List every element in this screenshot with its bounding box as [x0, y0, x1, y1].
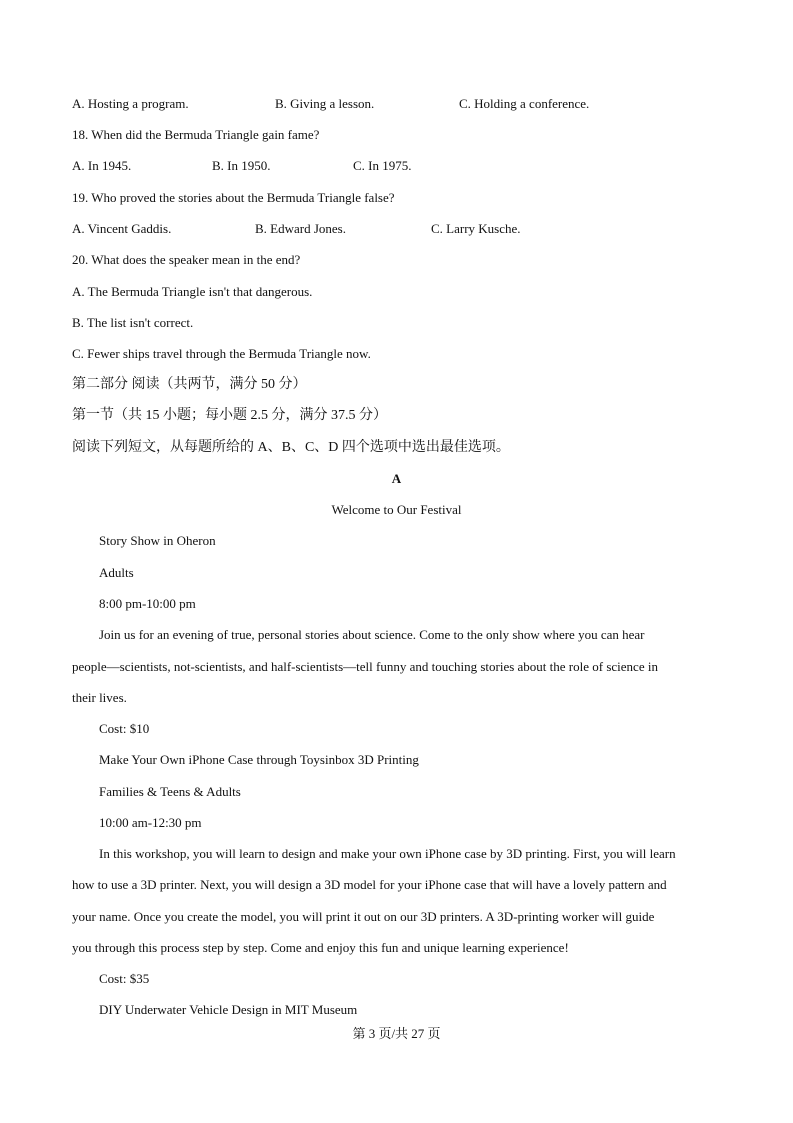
event1-cost: Cost: $10 — [99, 721, 150, 736]
q18-option-a: A. In 1945. — [72, 158, 132, 173]
q17-option-c: C. Holding a conference. — [459, 96, 590, 111]
event2-desc-line2: how to use a 3D printer. Next, you will design a 3D model for your iPhone case that will have a lovely pattern and — [72, 877, 667, 892]
passage-title: Welcome to Our Festival — [331, 502, 462, 517]
q20-option-a: A. The Bermuda Triangle isn't that dangerous. — [72, 284, 313, 299]
event1-audience: Adults — [99, 565, 134, 580]
event1-name: Story Show in Oheron — [99, 533, 216, 548]
q20-option-b: B. The list isn't correct. — [72, 315, 194, 330]
event2-desc-line1: In this workshop, you will learn to design and make your own iPhone case by 3D printing. First, you will learn — [99, 846, 676, 861]
event1-time: 8:00 pm-10:00 pm — [99, 596, 196, 611]
section-part-heading: 第二部分 阅读（共两节，满分 50 分） — [72, 377, 307, 392]
event1-desc-line1: Join us for an evening of true, personal stories about science. Come to the only show where you can hear — [99, 627, 645, 642]
event2-time: 10:00 am-12:30 pm — [99, 815, 202, 830]
event2-name: Make Your Own iPhone Case through Toysinbox 3D Printing — [99, 752, 419, 767]
q20-question: 20. What does the speaker mean in the end? — [72, 252, 301, 267]
passage-letter: A — [391, 471, 402, 486]
event2-desc-line3: your name. Once you create the model, you will print it out on our 3D printers. A 3D-printing worker will guide — [72, 909, 655, 924]
page-number: 第 3 页/共 27 页 — [352, 1026, 441, 1041]
event2-audience: Families & Teens & Adults — [99, 784, 241, 799]
q18-option-b: B. In 1950. — [212, 158, 271, 173]
q18-question: 18. When did the Bermuda Triangle gain fame? — [72, 127, 320, 142]
event2-cost: Cost: $35 — [99, 971, 150, 986]
q19-option-a: A. Vincent Gaddis. — [72, 221, 172, 236]
section-subsection-heading: 第一节（共 15 小题；每小题 2.5 分，满分 37.5 分） — [72, 408, 387, 423]
event1-desc-line3: their lives. — [72, 690, 127, 705]
section-instruction: 阅读下列短文，从每题所给的 A、B、C、D 四个选项中选出最佳选项。 — [72, 440, 510, 455]
event2-desc-line4: you through this process step by step. Come and enjoy this fun and unique learning experience! — [72, 940, 569, 955]
q17-option-a: A. Hosting a program. — [72, 96, 189, 111]
q19-option-b: B. Edward Jones. — [255, 221, 346, 236]
event3-name: DIY Underwater Vehicle Design in MIT Museum — [99, 1002, 358, 1017]
q18-option-c: C. In 1975. — [353, 158, 412, 173]
q17-option-b: B. Giving a lesson. — [275, 96, 375, 111]
q19-question: 19. Who proved the stories about the Bermuda Triangle false? — [72, 190, 395, 205]
q20-option-c: C. Fewer ships travel through the Bermuda Triangle now. — [72, 346, 371, 361]
q19-option-c: C. Larry Kusche. — [431, 221, 521, 236]
event1-desc-line2: people—scientists, not-scientists, and half-scientists—tell funny and touching stories about the role of science in — [72, 659, 658, 674]
